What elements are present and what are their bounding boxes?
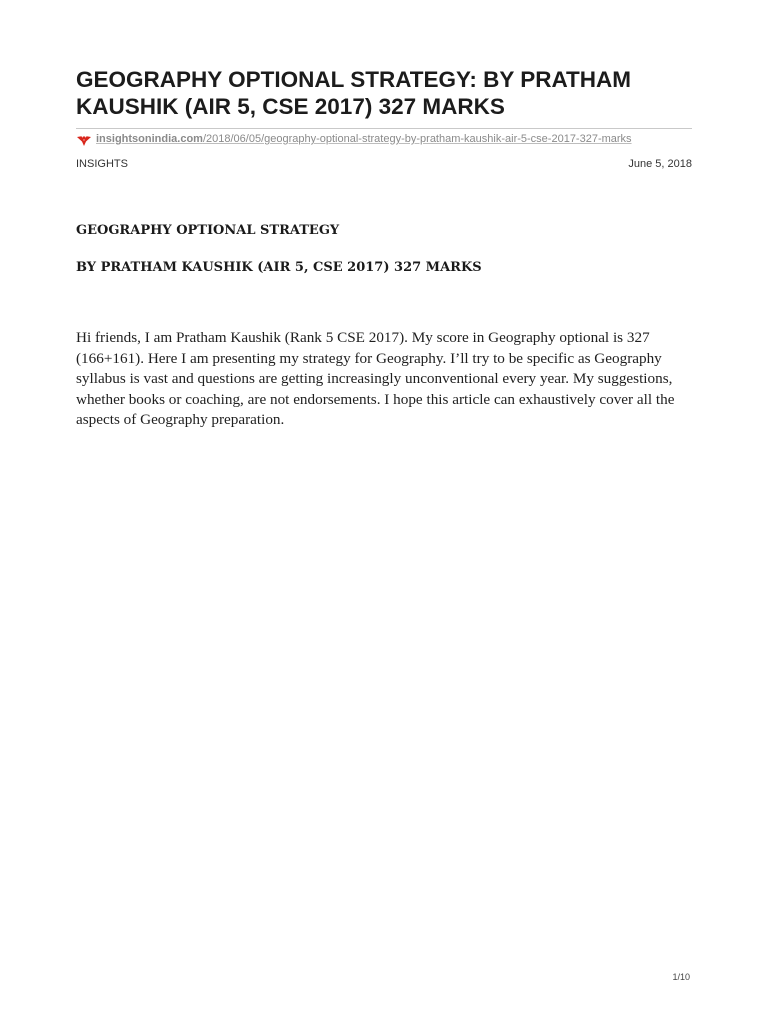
insights-logo-icon [76,134,92,146]
intro-paragraph: Hi friends, I am Pratham Kaushik (Rank 5 CSE 2017). My score in Geography optional is 327 (166+161). Here I am presenting my strategy for Geography. I’ll try to be specific as Geography syllabus is vast and questions are getting increasingly unconventional every year. My suggestions, whether books or coaching, are not endorsements. I hope this article can exhaustively cover all the aspects of Geography preparation. [76,329,675,429]
article-title: GEOGRAPHY OPTIONAL STRATEGY: BY PRATHAM KAUSHIK (AIR 5, CSE 2017) 327 MARKS [76,67,632,119]
section-heading: GEOGRAPHY OPTIONAL STRATEGY [76,223,340,238]
article-author: INSIGHTS [76,158,128,170]
article-date: June 5, 2018 [628,158,692,170]
section-subheading: BY PRATHAM KAUSHIK (AIR 5, CSE 2017) 327 MARKS [76,260,482,275]
page-number: 1/10 [672,972,690,982]
source-url-link[interactable] [96,132,632,146]
source-link-row [76,128,692,149]
source-path: /2018/06/05/geography-optional-strategy-by-pratham-kaushik-air-5-cse-2017-327-marks [202,133,632,145]
source-domain: insightsonindia.com [96,133,203,145]
